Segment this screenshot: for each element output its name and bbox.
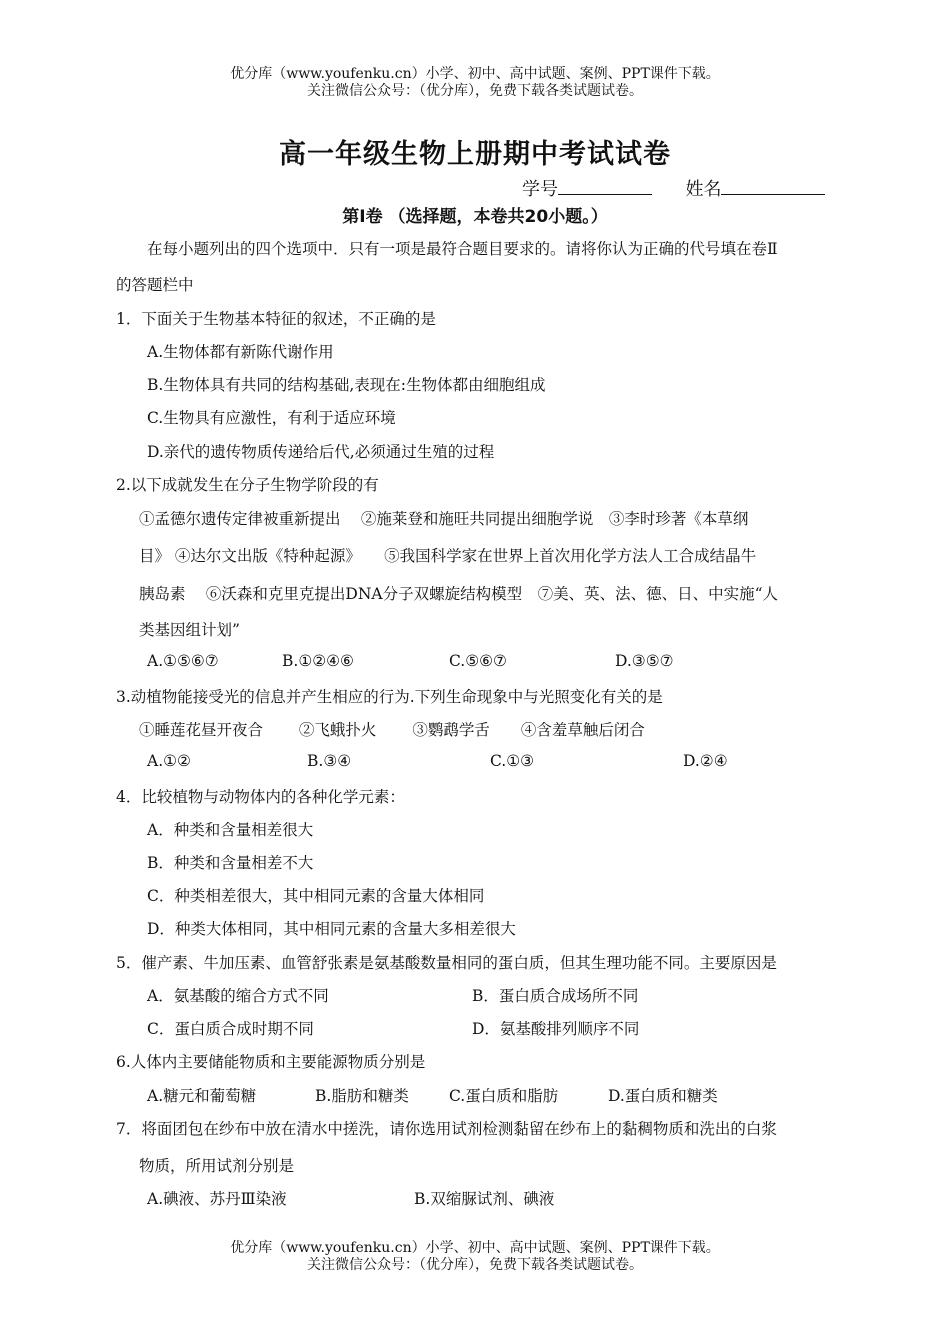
question-2-option-b: B.①②④⑥ — [282, 652, 354, 670]
question-7-option-a: A.碘液、苏丹Ⅲ染液 — [147, 1190, 287, 1208]
header-line-1: 优分库（www.youfenku.cn）小学、初中、高中试题、案例、PPT课件下载。 — [230, 66, 720, 82]
header-line-2: 关注微信公众号：（优分库），免费下载各类试题试卷。 — [307, 83, 643, 99]
page-header — [0, 66, 950, 100]
question-1-stem: 1．下面关于生物基本特征的叙述，不正确的是 — [116, 310, 436, 328]
question-5-stem: 5．催产素、牛加压素、血管舒张素是氨基酸数量相同的蛋白质，但其生理功能不同。主要原因是 — [116, 954, 777, 972]
question-1-option-d: D.亲代的遗传物质传递给后代,必须通过生殖的过程 — [147, 443, 495, 461]
question-6-option-d: D.蛋白质和糖类 — [608, 1087, 718, 1105]
student-info-line — [522, 175, 825, 201]
question-2-item-line-1: ①孟德尔遗传定律被重新提出 ②施莱登和施旺共同提出细胞学说 ③李时珍著《本草纲 — [139, 510, 749, 528]
question-3-stem: 3.动植物能接受光的信息并产生相应的行为.下列生命现象中与光照变化有关的是 — [116, 688, 663, 706]
name-blank[interactable] — [721, 178, 825, 195]
question-4-stem: 4．比较植物与动物体内的各种化学元素： — [116, 788, 405, 806]
question-4-option-b: B．种类和含量相差不大 — [147, 854, 314, 872]
question-5-option-a: A．氨基酸的缩合方式不同 — [147, 987, 329, 1005]
question-3-option-d: D.②④ — [683, 752, 728, 770]
question-6-option-a: A.糖元和葡萄糖 — [147, 1087, 257, 1105]
student-id-label: 学号 — [522, 179, 558, 200]
footer-line-2: 关注微信公众号：（优分库），免费下载各类试题试卷。 — [307, 1257, 643, 1273]
question-2-item-line-3: 胰岛素 ⑥沃森和克里克提出DNA分子双螺旋结构模型 ⑦美、英、法、德、日、中实施“人 — [139, 585, 779, 603]
page-title: 高一年级生物上册期中考试试卷 — [279, 139, 671, 170]
question-2-option-d: D.③⑤⑦ — [615, 652, 674, 670]
question-1-option-b: B.生物体具有共同的结构基础,表现在:生物体都由细胞组成 — [147, 376, 546, 394]
section-title: 第Ⅰ卷 （选择题，本卷共20小题。） — [342, 207, 608, 227]
question-3-option-b: B.③④ — [307, 752, 352, 770]
question-7-option-b: B.双缩脲试剂、碘液 — [414, 1190, 555, 1208]
instructions-line-1: 在每小题列出的四个选项中．只有一项是最符合题目要求的。请将你认为正确的代号填在卷Ⅱ — [147, 240, 778, 258]
question-2-item-line-4: 类基因组计划” — [139, 621, 240, 639]
page-footer — [0, 1240, 950, 1274]
question-2-item-line-2: 目》 ④达尔文出版《特种起源》 ⑤我国科学家在世界上首次用化学方法人工合成结晶牛 — [139, 547, 757, 565]
name-label: 姓名 — [685, 179, 722, 200]
question-6-stem: 6.人体内主要储能物质和主要能源物质分别是 — [116, 1053, 426, 1071]
question-5-option-c: C．蛋白质合成时期不同 — [147, 1020, 314, 1038]
question-7-stem-line-2: 物质，所用试剂分别是 — [139, 1157, 295, 1175]
question-7-stem-line-1: 7．将面团包在纱布中放在清水中搓洗，请你选用试剂检测黏留在纱布上的黏稠物质和洗出的白浆 — [116, 1120, 777, 1138]
question-5-option-b: B．蛋白质合成场所不同 — [472, 987, 639, 1005]
question-3-items: ①睡莲花昼开夜合 ②飞蛾扑火 ③鹦鹉学舌 ④含羞草触后闭合 — [139, 721, 645, 739]
student-id-blank[interactable] — [558, 178, 652, 195]
question-3-option-c: C.①③ — [490, 752, 535, 770]
question-4-option-a: A．种类和含量相差很大 — [147, 821, 314, 839]
question-1-option-c: C.生物具有应激性，有利于适应环境 — [147, 409, 396, 427]
question-4-option-d: D．种类大体相同，其中相同元素的含量大多相差很大 — [147, 920, 516, 938]
question-3-option-a: A.①② — [147, 752, 191, 770]
question-6-option-c: C.蛋白质和脂肪 — [449, 1087, 559, 1105]
question-6-option-b: B.脂肪和糖类 — [315, 1087, 409, 1105]
question-2-option-a: A.①⑤⑥⑦ — [147, 652, 219, 670]
question-2-option-c: C.⑤⑥⑦ — [449, 652, 507, 670]
question-2-stem: 2.以下成就发生在分子生物学阶段的有 — [116, 476, 379, 494]
footer-line-1: 优分库（www.youfenku.cn）小学、初中、高中试题、案例、PPT课件下载。 — [230, 1240, 720, 1256]
instructions-line-2: 的答题栏中 — [116, 276, 194, 294]
question-5-option-d: D．氨基酸排列顺序不同 — [472, 1020, 640, 1038]
question-4-option-c: C．种类相差很大，其中相同元素的含量大体相同 — [147, 887, 485, 905]
question-1-option-a: A.生物体都有新陈代谢作用 — [147, 343, 334, 361]
